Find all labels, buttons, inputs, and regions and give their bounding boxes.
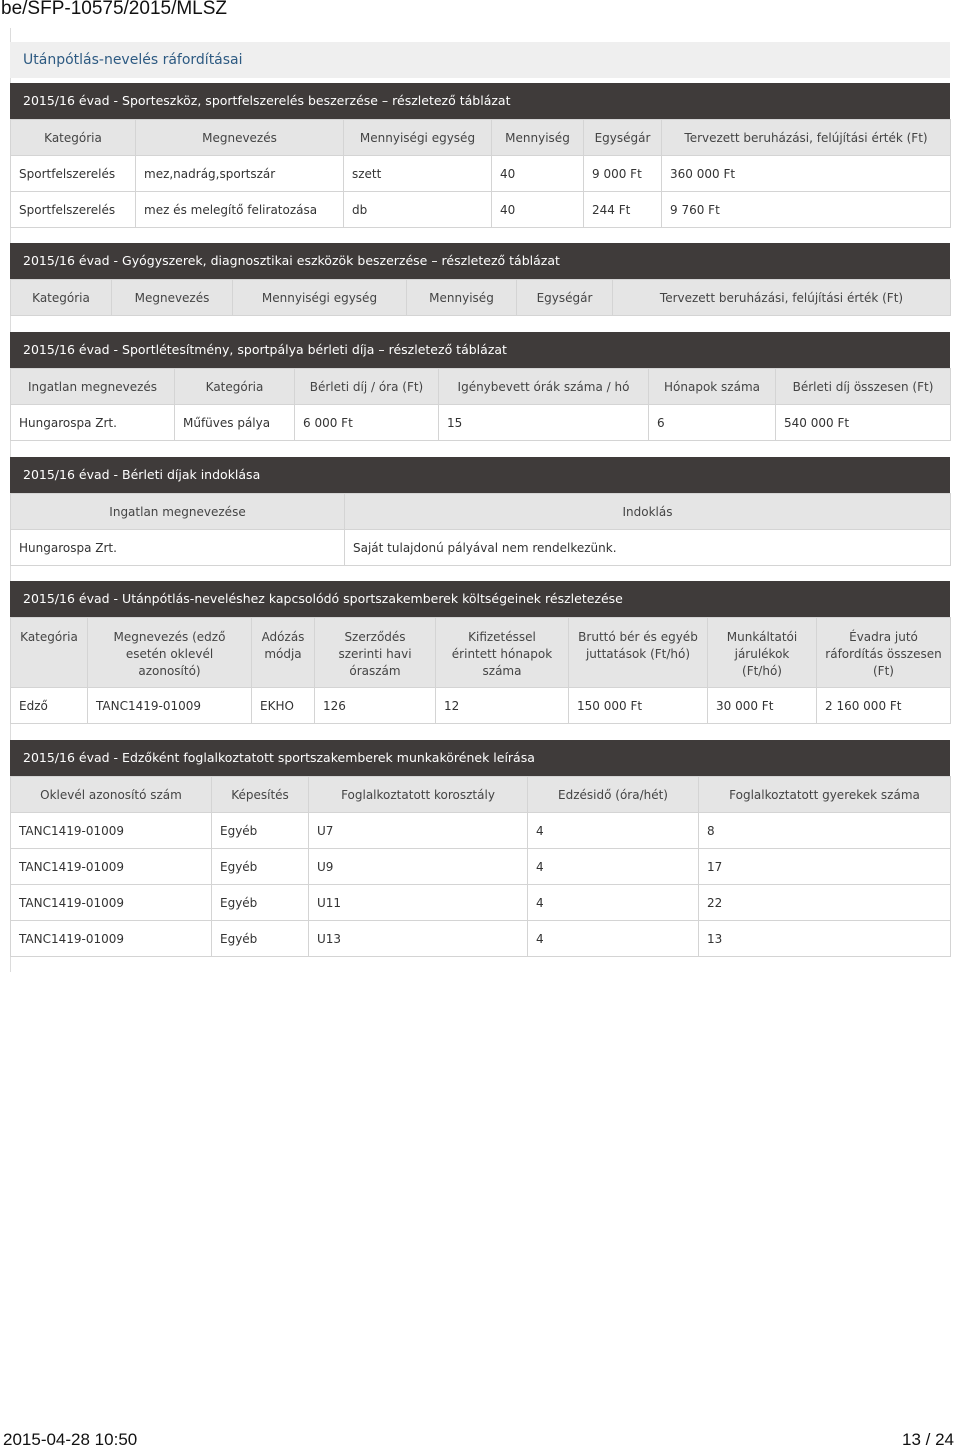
table-cell: 360 000 Ft — [662, 156, 951, 192]
col-header: Kifizetéssel érintett hónapok száma — [436, 618, 569, 688]
section-title: Utánpótlás-nevelés ráfordításai — [10, 42, 950, 78]
table-cell: 22 — [699, 885, 951, 921]
table-header-row — [11, 120, 951, 156]
table-row — [11, 885, 951, 921]
table-cell: 15 — [439, 405, 649, 441]
table-cell: Egyéb — [212, 885, 309, 921]
table-row — [11, 405, 951, 441]
table-cell: U7 — [309, 813, 528, 849]
table-cell: 126 — [315, 688, 436, 724]
table-cell: U11 — [309, 885, 528, 921]
table-cell: 40 — [492, 156, 584, 192]
table-equipment — [10, 119, 951, 228]
table-cell: 4 — [528, 849, 699, 885]
table-medicine — [10, 279, 951, 316]
col-header: Tervezett beruházási, felújítási érték (Ft) — [662, 120, 951, 156]
table-cell: Sportfelszerelés — [11, 192, 136, 228]
table-cell: 8 — [699, 813, 951, 849]
table-title-equipment: 2015/16 évad - Sporteszköz, sportfelszerelés beszerzése – részletező táblázat — [10, 83, 950, 119]
col-header: Ingatlan megnevezés — [11, 369, 175, 405]
table-cell: 6 000 Ft — [295, 405, 439, 441]
table-cell: 12 — [436, 688, 569, 724]
col-header: Kategória — [11, 280, 112, 316]
col-header: Kategória — [11, 120, 136, 156]
col-header: Kategória — [11, 618, 88, 688]
table-cell: 4 — [528, 885, 699, 921]
col-header: Megnevezés — [136, 120, 344, 156]
col-header: Edzésidő (óra/hét) — [528, 777, 699, 813]
col-header: Oklevél azonosító szám — [11, 777, 212, 813]
table-title-rent-justification: 2015/16 évad - Bérleti díjak indoklása — [10, 457, 950, 493]
table-cell: 30 000 Ft — [708, 688, 817, 724]
table-row — [11, 813, 951, 849]
table-cell: TANC1419-01009 — [11, 849, 212, 885]
table-row — [11, 921, 951, 957]
col-header: Szerződés szerinti havi óraszám — [315, 618, 436, 688]
table-cell: Egyéb — [212, 813, 309, 849]
table-header-row — [11, 618, 951, 688]
table-row — [11, 192, 951, 228]
col-header: Bruttó bér és egyéb juttatások (Ft/hó) — [569, 618, 708, 688]
table-cell: 2 160 000 Ft — [817, 688, 951, 724]
col-header: Hónapok száma — [649, 369, 776, 405]
col-header: Mennyiségi egység — [344, 120, 492, 156]
table-row — [11, 688, 951, 724]
table-cell: 40 — [492, 192, 584, 228]
table-cell: 4 — [528, 813, 699, 849]
table-cell: U9 — [309, 849, 528, 885]
col-header: Egységár — [517, 280, 613, 316]
col-header: Indoklás — [345, 494, 951, 530]
table-cell: 17 — [699, 849, 951, 885]
col-header: Foglalkoztatott korosztály — [309, 777, 528, 813]
table-cell: Hungarospa Zrt. — [11, 405, 175, 441]
table-cell: 150 000 Ft — [569, 688, 708, 724]
col-header: Bérleti díj / óra (Ft) — [295, 369, 439, 405]
table-header-row — [11, 280, 951, 316]
table-row — [11, 530, 951, 566]
col-header: Munkáltatói járulékok (Ft/hó) — [708, 618, 817, 688]
table-staff-costs — [10, 617, 951, 724]
table-cell: 244 Ft — [584, 192, 662, 228]
col-header: Ingatlan megnevezése — [11, 494, 345, 530]
table-cell: TANC1419-01009 — [11, 813, 212, 849]
col-header: Egységár — [584, 120, 662, 156]
table-cell: TANC1419-01009 — [88, 688, 252, 724]
table-coach-duties — [10, 776, 951, 957]
table-cell: mez és melegítő feliratozása — [136, 192, 344, 228]
footer-timestamp: 2015-04-28 10:50 — [3, 1430, 138, 1449]
col-header: Képesítés — [212, 777, 309, 813]
table-cell: 4 — [528, 921, 699, 957]
table-cell: 6 — [649, 405, 776, 441]
col-header: Mennyiség — [407, 280, 517, 316]
table-cell: Edző — [11, 688, 88, 724]
table-header-row — [11, 369, 951, 405]
table-cell: TANC1419-01009 — [11, 885, 212, 921]
col-header: Kategória — [175, 369, 295, 405]
col-header: Tervezett beruházási, felújítási érték (Ft) — [613, 280, 951, 316]
table-cell: Egyéb — [212, 921, 309, 957]
table-facility-rent — [10, 368, 951, 441]
document-id: be/SFP-10575/2015/MLSZ — [1, 0, 228, 19]
table-cell: Hungarospa Zrt. — [11, 530, 345, 566]
table-cell: TANC1419-01009 — [11, 921, 212, 957]
col-header: Foglalkoztatott gyerekek száma — [699, 777, 951, 813]
table-cell: Egyéb — [212, 849, 309, 885]
table-title-facility-rent: 2015/16 évad - Sportlétesítmény, sportpálya bérleti díja – részletező táblázat — [10, 332, 950, 368]
col-header: Mennyiségi egység — [233, 280, 407, 316]
col-header: Mennyiség — [492, 120, 584, 156]
table-cell: 9 000 Ft — [584, 156, 662, 192]
table-rent-justification — [10, 493, 951, 566]
table-cell: EKHO — [252, 688, 315, 724]
table-cell: 540 000 Ft — [776, 405, 951, 441]
table-cell: Műfüves pálya — [175, 405, 295, 441]
table-cell: 9 760 Ft — [662, 192, 951, 228]
table-row — [11, 156, 951, 192]
col-header: Megnevezés — [112, 280, 233, 316]
col-header: Igénybevett órák száma / hó — [439, 369, 649, 405]
col-header: Bérleti díj összesen (Ft) — [776, 369, 951, 405]
table-title-medicine: 2015/16 évad - Gyógyszerek, diagnosztikai eszközök beszerzése – részletező táblázat — [10, 243, 950, 279]
table-cell: Sportfelszerelés — [11, 156, 136, 192]
footer-page-number: 13 / 24 — [902, 1430, 954, 1449]
table-row — [11, 849, 951, 885]
table-title-staff-costs: 2015/16 évad - Utánpótlás-neveléshez kapcsolódó sportszakemberek költségeinek részletezése — [10, 581, 950, 617]
table-cell: szett — [344, 156, 492, 192]
table-cell: Saját tulajdonú pályával nem rendelkezünk. — [345, 530, 951, 566]
table-title-coach-duties: 2015/16 évad - Edzőként foglalkoztatott sportszakemberek munkakörének leírása — [10, 740, 950, 776]
col-header: Adózás módja — [252, 618, 315, 688]
table-cell: db — [344, 192, 492, 228]
col-header: Évadra jutó ráfordítás összesen (Ft) — [817, 618, 951, 688]
table-cell: 13 — [699, 921, 951, 957]
col-header: Megnevezés (edző esetén oklevél azonosító) — [88, 618, 252, 688]
table-header-row — [11, 777, 951, 813]
table-header-row — [11, 494, 951, 530]
table-cell: U13 — [309, 921, 528, 957]
table-cell: mez,nadrág,sportszár — [136, 156, 344, 192]
